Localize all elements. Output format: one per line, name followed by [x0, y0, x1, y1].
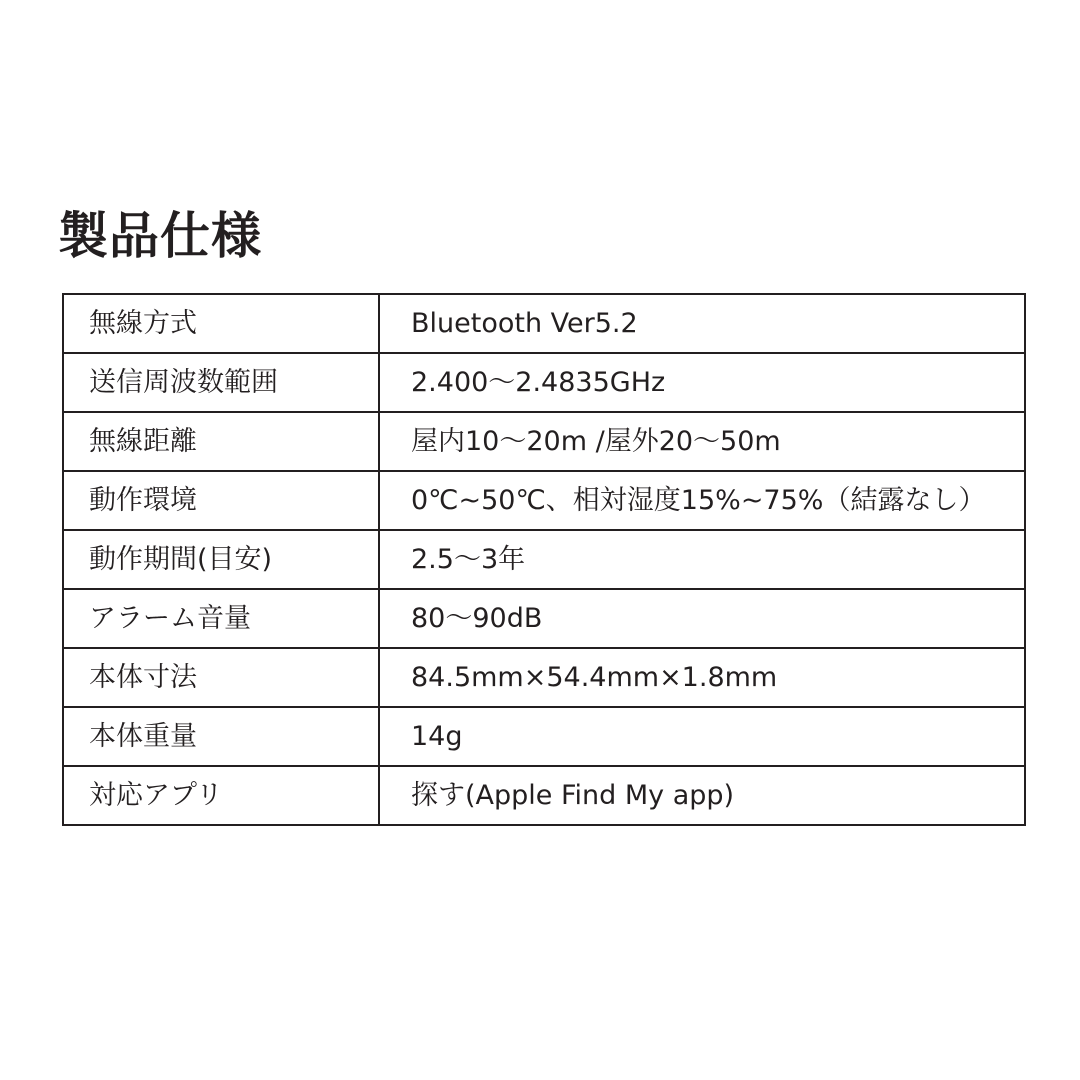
spec-label: 動作環境 [63, 471, 379, 530]
spec-value: 探す(Apple Find My app) [379, 766, 1025, 825]
table-row [63, 707, 1025, 766]
table-row [63, 353, 1025, 412]
spec-table [62, 293, 1026, 826]
table-row [63, 294, 1025, 353]
table-row [63, 589, 1025, 648]
spec-value: Bluetooth Ver5.2 [379, 294, 1025, 353]
spec-label: 無線方式 [63, 294, 379, 353]
spec-value: 2.5〜3年 [379, 530, 1025, 589]
spec-value: 0℃~50℃、相対湿度15%~75%（結露なし） [379, 471, 1025, 530]
table-row [63, 766, 1025, 825]
spec-label: 本体寸法 [63, 648, 379, 707]
table-row [63, 648, 1025, 707]
spec-value: 84.5mm×54.4mm×1.8mm [379, 648, 1025, 707]
table-row [63, 412, 1025, 471]
spec-value: 2.400〜2.4835GHz [379, 353, 1025, 412]
spec-label: 対応アプリ [63, 766, 379, 825]
page-title: 製品仕様 [58, 207, 262, 265]
spec-value: 80〜90dB [379, 589, 1025, 648]
spec-label: アラーム音量 [63, 589, 379, 648]
spec-label: 本体重量 [63, 707, 379, 766]
spec-value: 屋内10〜20m /屋外20〜50m [379, 412, 1025, 471]
spec-label: 動作期間(目安) [63, 530, 379, 589]
table-row [63, 530, 1025, 589]
table-row [63, 471, 1025, 530]
spec-value: 14g [379, 707, 1025, 766]
spec-label: 送信周波数範囲 [63, 353, 379, 412]
spec-label: 無線距離 [63, 412, 379, 471]
